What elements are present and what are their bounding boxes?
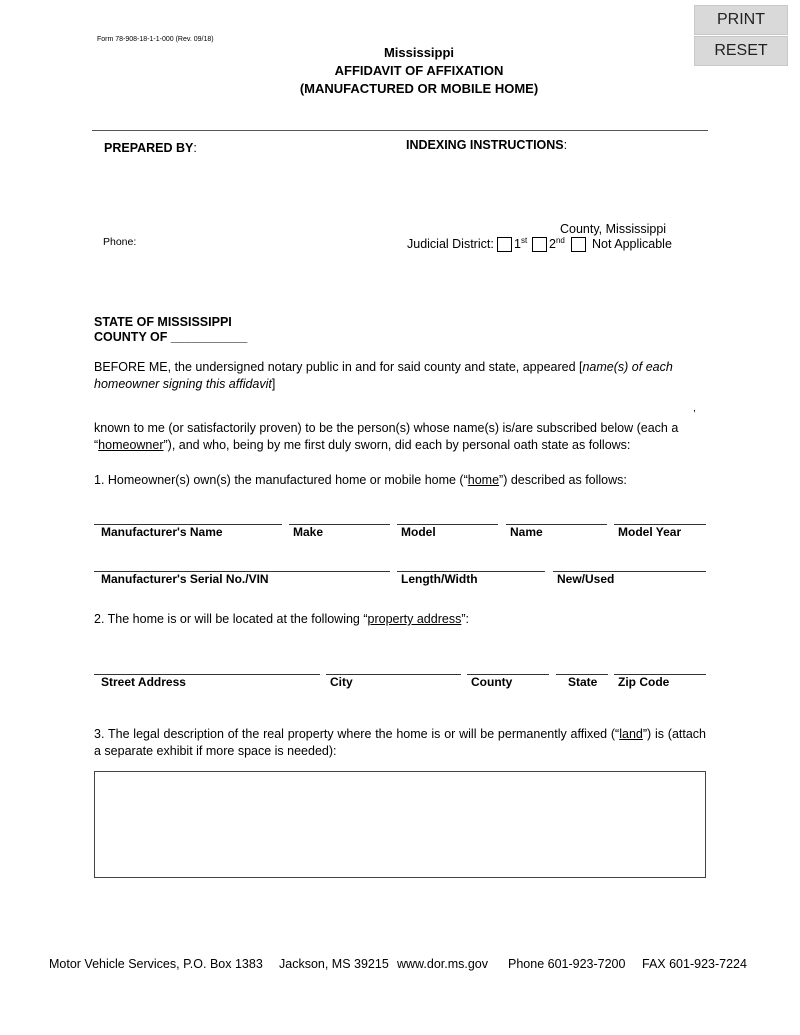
title-subtitle: (MANUFACTURED OR MOBILE HOME) (299, 81, 539, 96)
district-1st-checkbox[interactable] (497, 237, 512, 252)
serial-vin-label: Manufacturer's Serial No./VIN (101, 572, 269, 586)
state-label: STATE OF MISSISSIPPI (94, 315, 232, 329)
indexing-instructions-label: INDEXING INSTRUCTIONS: (406, 138, 568, 152)
model-label: Model (401, 525, 436, 539)
header-divider (92, 130, 708, 131)
prepared-by-label: PREPARED BY: (104, 141, 197, 155)
footer-website: www.dor.ms.gov (397, 957, 489, 971)
district-2nd-label: 2nd (549, 236, 565, 252)
form-number: Form 78-908-18-1-1-000 (Rev. 09/18) (97, 36, 214, 43)
name-label: Name (510, 525, 543, 539)
length-width-label: Length/Width (401, 572, 478, 586)
county-field-label: County (471, 675, 513, 689)
footer-fax: FAX 601-923-7224 (642, 957, 747, 971)
district-1st-label: 1st (514, 236, 528, 252)
before-me-paragraph: BEFORE ME, the undersigned notary public in and for said county and state, appeared [name(s) of each homeowner signing this affidavit] (94, 360, 673, 391)
title-affidavit: AFFIDAVIT OF AFFIXATION (334, 63, 504, 78)
city-label: City (330, 675, 353, 689)
street-address-label: Street Address (101, 675, 186, 689)
reset-button[interactable]: RESET (694, 36, 788, 66)
new-used-label: New/Used (557, 572, 615, 586)
district-2nd-checkbox[interactable] (532, 237, 547, 252)
title-state: Mississippi (383, 45, 455, 60)
zip-code-label: Zip Code (618, 675, 670, 689)
model-year-label: Model Year (618, 525, 682, 539)
item-2-text: 2. The home is or will be located at the following “property address”: (94, 612, 469, 626)
footer-phone: Phone 601-923-7200 (508, 957, 626, 971)
judicial-district-label: Judicial District: (407, 237, 494, 251)
known-paragraph: known to me (or satisfactorily proven) to be the person(s) whose name(s) is/are subscribed below (each a “homeowner”), and who, being by me first duly sworn, did each by personal oath state as follows: (94, 421, 679, 452)
phone-label: Phone: (103, 236, 137, 248)
legal-description-box[interactable] (94, 771, 706, 878)
comma-mark: , (693, 402, 696, 414)
item-1-text: 1. Homeowner(s) own(s) the manufactured home or mobile home (“home”) described as follows: (94, 473, 627, 487)
not-applicable-label: Not Applicable (592, 237, 672, 251)
county-mississippi-label: County, Mississippi (560, 222, 667, 236)
make-label: Make (293, 525, 324, 539)
item-3-text: 3. The legal description of the real property where the home is or will be permanently affixed (“land”) is (attach a separate exhibit if more space is needed): (94, 727, 706, 758)
footer-agency: Motor Vehicle Services, P.O. Box 1383 (49, 957, 263, 971)
not-applicable-checkbox[interactable] (571, 237, 586, 252)
state-field-label: State (568, 675, 598, 689)
manufacturer-name-label: Manufacturer's Name (101, 525, 223, 539)
footer-city: Jackson, MS 39215 (279, 957, 389, 971)
county-label: COUNTY OF ___________ (94, 330, 248, 344)
print-button[interactable]: PRINT (694, 5, 788, 35)
